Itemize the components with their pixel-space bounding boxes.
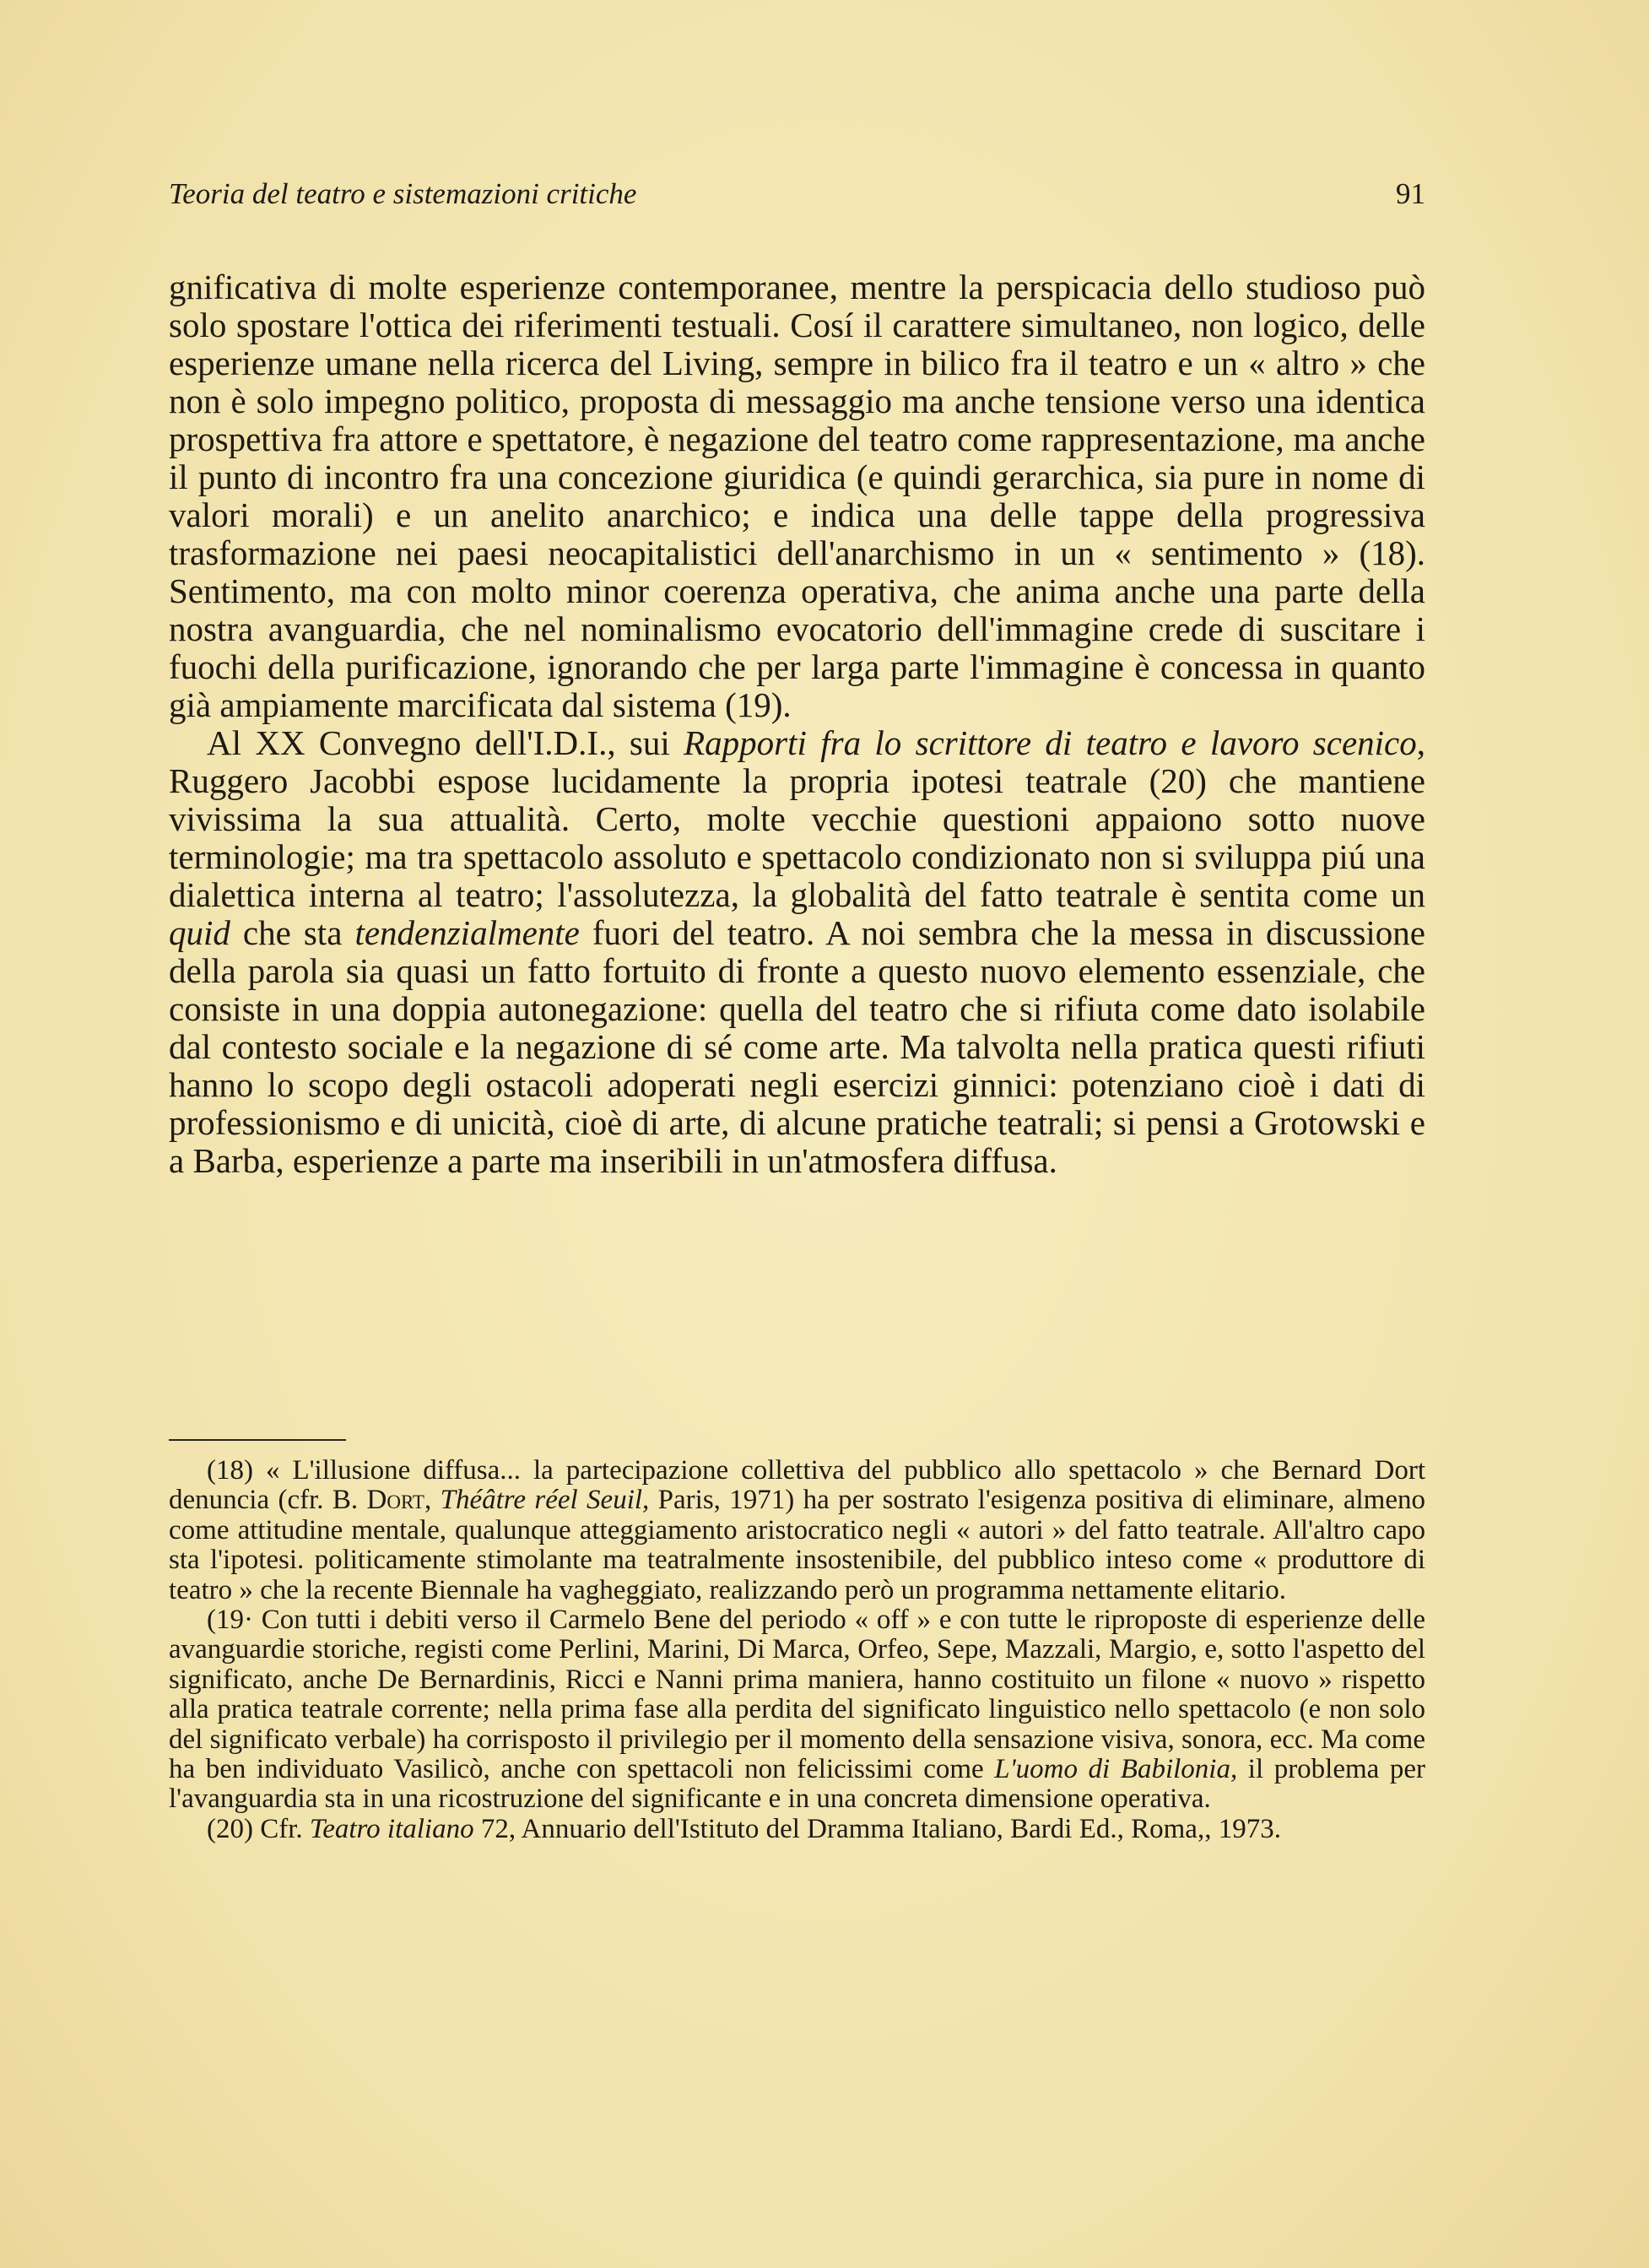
running-header xyxy=(169,177,1425,219)
paragraph-2-italic-title: Rapporti fra lo scrittore di teatro e lavoro scenico xyxy=(684,723,1417,762)
footnote-19-text-b: il problema per l'avanguardia sta in una ricostruzione del significante e in una concreta dimensione operativa. xyxy=(169,1754,1426,1815)
main-text xyxy=(169,268,1425,1180)
paragraph-2-italic-tendenzialmente: tendenzialmente xyxy=(354,913,580,952)
paragraph-2-text-c: che sta xyxy=(230,913,355,952)
running-title: Teoria del teatro e sistemazioni critiche xyxy=(169,177,637,210)
paragraph-2-text-a: Al XX Convegno dell'I.D.I., sui xyxy=(207,723,684,762)
paragraph-2-text-b: , Ruggero Jacobbi espose lucidamente la propria ipotesi teatrale (20) che mantiene vivissima la sua attualità. Certo, molte vecchie questioni appaiono sotto nuove terminologie; ma tra spettacolo assoluto e spettacolo condizionato non si sviluppa piú una dialettica interna al teatro; l'assolutezza, la globalità del fatto teatrale è sentita come un xyxy=(169,723,1425,914)
footnote-19-text-a: (19· Con tutti i debiti verso il Carmelo Bene del periodo « off » e con tutte le riproposte di esperienze delle avanguardie storiche, registi come Perlini, Marini, Di Marca, Orfeo, Sepe, Mazzali, Margio, e, sotto l'aspetto del significato, anche De Bernardinis, Ricci e Nanni prima maniera, hanno costituito un filone « nuovo » rispetto alla pratica teatrale corrente; nella prima fase alla perdita del significato linguistico nello spettacolo (e non solo del significato verbale) ha corrisposto il privilegio per il momento della sensazione visiva, sonora, ecc. Ma come ha ben individuato Vasilicò, anche con spettacoli non felicissimi come xyxy=(169,1605,1425,1785)
footnote-19-italic-title: L'uomo di Babilonia, xyxy=(994,1754,1238,1785)
paragraph-2 xyxy=(169,724,1425,1180)
footnote-18-text-a: (18) « L'illusione diffusa... la partecipazione collettiva del pubblico allo spettacolo » che Bernard Dort denuncia (cfr. B. xyxy=(169,1455,1425,1516)
footnote-18-author: Dort xyxy=(366,1485,424,1516)
page-number: 91 xyxy=(1396,177,1425,210)
footnote-18-italic-title: Théâtre réel Seuil, xyxy=(440,1485,650,1516)
footnotes xyxy=(169,1456,1425,1844)
footnote-18 xyxy=(169,1456,1425,1605)
footnote-20 xyxy=(169,1815,1425,1844)
paragraph-2-italic-quid: quid xyxy=(169,913,230,952)
footnote-20-italic-title: Teatro italiano xyxy=(309,1813,474,1844)
footnote-18-text-b: , xyxy=(424,1485,441,1516)
paragraph-2-text-d: fuori del teatro. A noi sembra che la messa in discussione della parola sia quasi un fatto fortuito di fronte a questo nuovo elemento essenziale, che consiste in una doppia autonegazione: quella del teatro che si rifiuta come dato isolabile dal contesto sociale e la negazione di sé come arte. Ma talvolta nella pratica questi rifiuti hanno lo scopo degli ostacoli adoperati negli esercizi ginnici: potenziano cioè i dati di professionismo e di unicità, cioè di arte, di alcune pratiche teatrali; si pensi a Grotowski e a Barba, esperienze a parte ma inseribili in un'atmosfera diffusa. xyxy=(169,913,1425,1180)
paragraph-1-text: gnificativa di molte esperienze contemporanee, mentre la perspicacia dello studioso può solo spostare l'ottica dei riferimenti testuali. Cosí il carattere simultaneo, non logico, delle esperienze umane nella ricerca del Living, sempre in bilico fra il teatro e un « altro » che non è solo impegno politico, proposta di messaggio ma anche tensione verso una identica prospettiva fra attore e spettatore, è negazione del teatro come rappresentazione, ma anche il punto di incontro fra una concezione giuridica (e quindi gerarchica, sia pure in nome di valori morali) e un anelito anarchico; e indica una delle tappe della progressiva trasformazione nei paesi neocapitalistici dell'anarchismo in un « sentimento » (18). Sentimento, ma con molto minor coerenza operativa, che anima anche una parte della nostra avanguardia, che nel nominalismo evocatorio dell'immagine crede di suscitare i fuochi della purificazione, ignorando che per larga parte l'immagine è concessa in quanto già ampiamente marcificata dal sistema (19). xyxy=(169,268,1425,724)
footnote-20-text-b: 72, Annuario dell'Istituto del Dramma Italiano, Bardi Ed., Roma,, 1973. xyxy=(473,1813,1281,1844)
footnote-18-text-c: Paris, 1971) ha per sostrato l'esigenza positiva di eliminare, almeno come attitudine mentale, qualunque atteggiamento aristocratico negli « autori » del fatto teatrale. All'altro capo sta l'ipotesi. politicamente stimolante ma teatralmente insostenibile, del pubblico inteso come « produttore di teatro » che la recente Biennale ha vagheggiato, realizzando però un programma nettamente elitario. xyxy=(169,1485,1425,1605)
footnote-20-text-a: (20) Cfr. xyxy=(207,1813,310,1844)
footnote-19 xyxy=(169,1605,1425,1815)
paragraph-1 xyxy=(169,268,1425,724)
footnote-separator xyxy=(169,1439,346,1441)
